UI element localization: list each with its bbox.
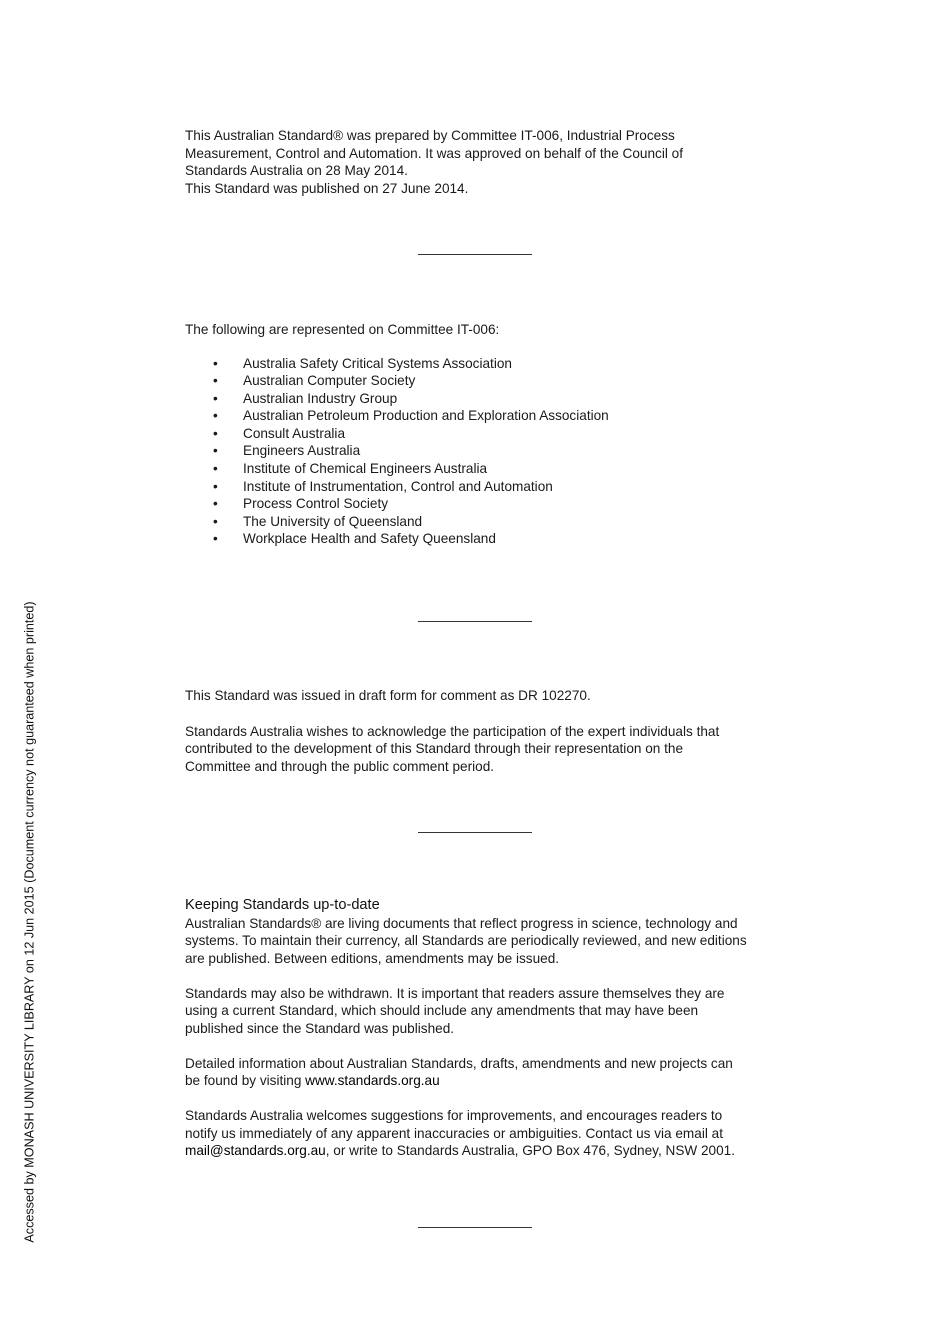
bullet-icon: •	[213, 425, 218, 441]
paragraph-line: notify us immediately of any apparent inaccuracies or ambiguities. Contact us via email at	[185, 1125, 723, 1141]
member-name: The University of Queensland	[243, 513, 423, 529]
paragraph-line	[185, 1072, 785, 1090]
bullet-icon: •	[213, 478, 218, 494]
member-name: Process Control Society	[243, 496, 389, 512]
acknowledgement-paragraph	[185, 723, 785, 776]
paragraph-line: Standards Australia welcomes suggestions for improvements, and encourages readers to	[185, 1108, 723, 1123]
section-heading: Keeping Standards up-to-date	[185, 897, 380, 913]
living-documents-paragraph	[185, 915, 785, 968]
list-item	[185, 407, 785, 425]
list-item	[185, 355, 785, 373]
list-item	[185, 460, 785, 478]
paragraph-line: Standards may also be withdrawn. It is important that readers assure themselves they are	[185, 985, 725, 1001]
member-name: Australia Safety Critical Systems Association	[243, 355, 512, 371]
preparation-line: Measurement, Control and Automation. It was approved on behalf of the Council of	[185, 145, 683, 161]
website-link[interactable]: www.standards.org.au	[305, 1073, 440, 1088]
paragraph-line: are published. Between editions, amendments may be issued.	[185, 950, 560, 966]
list-item	[185, 478, 785, 496]
bullet-icon: •	[213, 443, 218, 459]
committee-section	[185, 321, 785, 548]
bullet-icon: •	[213, 355, 218, 371]
member-name: Workplace Health and Safety Queensland	[243, 531, 496, 547]
email-link[interactable]: mail@standards.org.au	[185, 1143, 326, 1158]
member-name: Consult Australia	[243, 425, 346, 441]
paragraph-text: be found by visiting	[185, 1073, 306, 1088]
committee-intro: The following are represented on Committee IT-006:	[185, 322, 500, 337]
detailed-info-paragraph	[185, 1055, 785, 1090]
access-watermark: Accessed by MONASH UNIVERSITY LIBRARY on 12 Jun 2015 (Document currency not guaranteed when printed)	[22, 601, 37, 1243]
paragraph-text: , or write to Standards Australia, GPO Box 476, Sydney, NSW 2001.	[325, 1143, 736, 1158]
paragraph-line: Australian Standards® are living documents that reflect progress in science, technology and	[185, 915, 738, 931]
paragraph-line: published since the Standard was published.	[185, 1020, 455, 1036]
preparation-line: This Australian Standard® was prepared by Committee IT-006, Industrial Process	[185, 128, 675, 143]
member-name: Australian Industry Group	[243, 390, 398, 406]
list-item	[185, 425, 785, 443]
committee-member-list	[185, 355, 785, 549]
bullet-icon: •	[213, 531, 218, 547]
list-item	[185, 442, 785, 460]
preparation-statement	[185, 127, 785, 197]
acknowledgement-line: Committee and through the public comment period.	[185, 758, 495, 774]
section-divider	[418, 621, 532, 622]
acknowledgement-line: contributed to the development of this Standard through their representation on the	[185, 741, 684, 756]
list-item	[185, 372, 785, 390]
list-item	[185, 530, 785, 548]
list-item	[185, 513, 785, 531]
bullet-icon: •	[213, 496, 218, 512]
paragraph-line: Detailed information about Australian Standards, drafts, amendments and new projects can	[185, 1055, 733, 1071]
list-item	[185, 495, 785, 513]
bullet-icon: •	[213, 390, 218, 406]
list-item	[185, 390, 785, 408]
withdrawn-paragraph	[185, 985, 785, 1038]
bullet-icon: •	[213, 513, 218, 529]
preparation-line: Standards Australia on 28 May 2014.	[185, 163, 408, 178]
bullet-icon: •	[213, 373, 218, 389]
keeping-standards-section	[185, 897, 785, 1160]
acknowledgement-line: Standards Australia wishes to acknowledge the participation of the expert individuals that	[185, 723, 720, 739]
member-name: Institute of Instrumentation, Control and Automation	[243, 478, 553, 494]
bullet-icon: •	[213, 408, 218, 424]
paragraph-line	[185, 1142, 785, 1160]
paragraph-line: systems. To maintain their currency, all Standards are periodically reviewed, and new editions	[185, 933, 747, 948]
member-name: Australian Petroleum Production and Exploration Association	[243, 408, 609, 424]
suggestions-paragraph	[185, 1107, 785, 1160]
section-divider	[418, 254, 532, 255]
bullet-icon: •	[213, 461, 218, 477]
draft-issued-line: This Standard was issued in draft form for comment as DR 102270.	[185, 688, 591, 703]
publication-date-line: This Standard was published on 27 June 2014.	[185, 180, 469, 196]
member-name: Institute of Chemical Engineers Australia	[243, 461, 488, 477]
draft-section	[185, 687, 785, 775]
section-divider	[418, 832, 532, 833]
member-name: Australian Computer Society	[243, 373, 416, 389]
member-name: Engineers Australia	[243, 443, 361, 459]
paragraph-line: using a current Standard, which should include any amendments that may have been	[185, 1003, 699, 1018]
section-divider	[418, 1227, 532, 1228]
